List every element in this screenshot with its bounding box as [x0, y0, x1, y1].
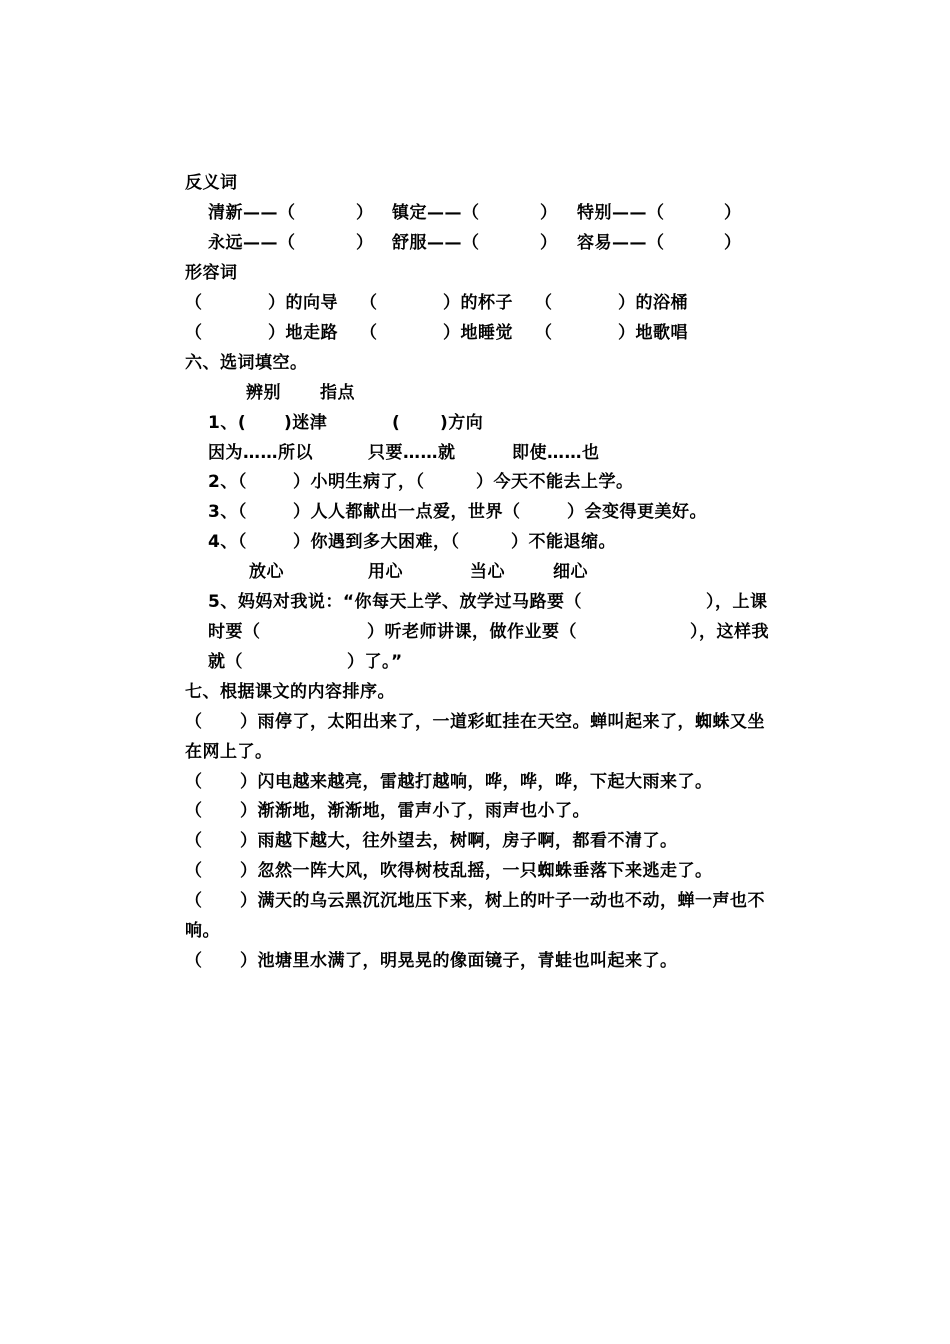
adjective-phrase: ）的向导 — [268, 293, 338, 313]
antonym-blank-close: ） — [724, 203, 742, 223]
antonym-blank-close: ） — [356, 203, 374, 223]
order-item-text: ）渐渐地，渐渐地，雷声小了，雨声也小了。 — [240, 801, 590, 821]
adjective-blank-open: （ — [185, 293, 203, 313]
order-blank-open: （ — [185, 772, 203, 792]
order-item-text: ）池塘里水满了，明晃晃的像面镜子，青蛙也叫起来了。 — [240, 951, 678, 971]
question-2-part: ）今天不能去上学。 — [476, 472, 634, 492]
section6-heading: 六、选词填空。 — [185, 353, 308, 373]
order-item-text: 在网上了。 — [185, 742, 273, 762]
question-2-part: ）小明生病了，（ — [293, 472, 425, 492]
word-choice: 辨别 — [246, 383, 281, 403]
adjective-blank-open: （ — [185, 323, 203, 343]
question-3-part: ）会变得更美好。 — [567, 502, 707, 522]
adjective-phrase: ）的杯子 — [443, 293, 513, 313]
order-item-text: ）满天的乌云黑沉沉地压下来，树上的叶子一动也不动，蝉一声也不 — [240, 891, 765, 911]
order-item-text: 响。 — [185, 921, 220, 941]
adjective-phrase: ）地睡觉 — [443, 323, 513, 343]
question-1-part: ( — [392, 413, 401, 433]
antonym-prompt: 特别——（ — [577, 203, 665, 223]
order-item-text: ）雨停了，太阳出来了，一道彩虹挂在天空。蝉叫起来了，蜘蛛又坐 — [240, 712, 765, 732]
question-5-part: ），这样我 — [690, 622, 769, 642]
question-5-part: 时要（ — [208, 622, 261, 642]
word-choice: 放心 — [249, 562, 284, 582]
order-blank-open: （ — [185, 861, 203, 881]
adjective-phrase: ）地歌唱 — [618, 323, 688, 343]
word-choice: 细心 — [553, 562, 588, 582]
word-choice: 用心 — [368, 562, 403, 582]
order-blank-open: （ — [185, 712, 203, 732]
question-4-part: ）你遇到多大困难，（ — [293, 532, 460, 552]
adjectives-heading: 形容词 — [185, 263, 238, 283]
question-3-part: ）人人都献出一点爱，世界（ — [293, 502, 521, 522]
question-1-part: )方向 — [440, 413, 484, 433]
antonym-blank-close: ） — [540, 233, 558, 253]
question-2-part: 2、（ — [208, 472, 247, 492]
order-blank-open: （ — [185, 831, 203, 851]
word-choice: 指点 — [320, 383, 355, 403]
order-blank-open: （ — [185, 801, 203, 821]
word-choice: 当心 — [470, 562, 505, 582]
word-choice: 即使……也 — [512, 443, 600, 463]
adjective-phrase: ）的浴桶 — [618, 293, 688, 313]
adjective-phrase: ）地走路 — [268, 323, 338, 343]
adjective-blank-open: （ — [535, 323, 553, 343]
antonym-prompt: 舒服——（ — [392, 233, 480, 253]
antonyms-heading: 反义词 — [185, 173, 238, 193]
question-1-part: 1、( — [208, 413, 247, 433]
order-blank-open: （ — [185, 951, 203, 971]
antonym-blank-close: ） — [540, 203, 558, 223]
question-5-part: ），上课 — [706, 592, 768, 612]
section7-heading: 七、根据课文的内容排序。 — [185, 682, 395, 702]
adjective-blank-open: （ — [535, 293, 553, 313]
question-5-part: 就（ — [208, 652, 243, 672]
word-choice: 因为……所以 — [208, 443, 313, 463]
antonym-blank-close: ） — [724, 233, 742, 253]
order-item-text: ）闪电越来越亮，雷越打越响，哗，哗，哗，下起大雨来了。 — [240, 772, 713, 792]
question-5-part: ）了。” — [347, 652, 403, 672]
antonym-blank-close: ） — [356, 233, 374, 253]
question-1-part: )迷津 — [284, 413, 328, 433]
antonym-prompt: 清新——（ — [208, 203, 296, 223]
antonym-prompt: 镇定——（ — [392, 203, 480, 223]
question-4-part: 4、（ — [208, 532, 247, 552]
adjective-blank-open: （ — [360, 323, 378, 343]
question-5-part: ）听老师讲课，做作业要（ — [367, 622, 577, 642]
antonym-prompt: 容易——（ — [577, 233, 665, 253]
question-3-part: 3、（ — [208, 502, 247, 522]
question-5-part: 5、妈妈对我说：“你每天上学、放学过马路要（ — [208, 592, 583, 612]
adjective-blank-open: （ — [360, 293, 378, 313]
order-blank-open: （ — [185, 891, 203, 911]
order-item-text: ）忽然一阵大风，吹得树枝乱摇，一只蜘蛛垂落下来逃走了。 — [240, 861, 713, 881]
antonym-prompt: 永远——（ — [208, 233, 296, 253]
question-4-part: ）不能退缩。 — [511, 532, 616, 552]
word-choice: 只要……就 — [368, 443, 456, 463]
order-item-text: ）雨越下越大，往外望去，树啊，房子啊，都看不清了。 — [240, 831, 678, 851]
